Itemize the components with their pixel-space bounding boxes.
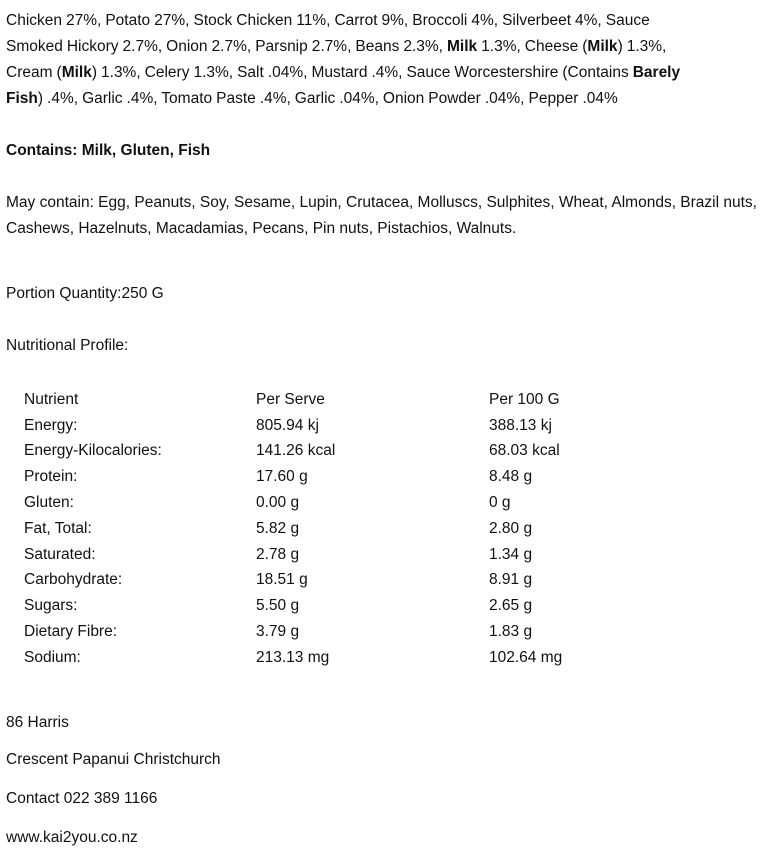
per-100g-value: 1.34 g [489, 545, 533, 563]
address-line-1: 86 Harris [6, 713, 69, 731]
nutrition-row [24, 619, 689, 645]
nutrition-row [24, 439, 689, 465]
per-serve-value: 5.50 g [256, 597, 300, 615]
may-contain-statement: May contain: Egg, Peanuts, Soy, Sesame, Lupin, Crutacea, Molluscs, Sulphites, Wheat, Almonds, Brazil nuts, Cashews, Hazelnuts, Macadamias, Pecans, Pin nuts, Pistachios, Walnuts. [6, 194, 757, 237]
per-100g-value: 8.48 g [489, 468, 533, 486]
nutrient-name: Fat, Total: [24, 519, 92, 537]
ingredients-text: ) .4%, Garlic .4%, Tomato Paste .4%, Garlic .04%, Onion Powder .04%, Pepper .04% [37, 90, 618, 107]
allergen-barely: Barely [632, 64, 681, 81]
ingredients-text: ) 1.3%, Celery 1.3%, Salt .04%, Mustard .4%, Sauce Worcestershire (Contains [91, 64, 633, 81]
nutrient-name: Energy: [24, 416, 78, 434]
per-serve-value: 17.60 g [256, 468, 308, 486]
nutrient-name: Energy-Kilocalories: [24, 442, 162, 460]
nutrition-header-row [24, 387, 689, 413]
nutrient-name: Saturated: [24, 545, 96, 563]
per-serve-value: 213.13 mg [256, 648, 330, 666]
contains-statement: Contains: Milk, Gluten, Fish [6, 142, 211, 159]
nutrition-row [24, 490, 689, 516]
ingredients-text: 1.3%, Cheese ( [477, 38, 588, 55]
nutrition-row [24, 645, 689, 671]
label-document [6, 8, 766, 851]
per-serve-value: 18.51 g [256, 571, 308, 589]
nutrient-name: Gluten: [24, 494, 74, 512]
nutrient-name: Dietary Fibre: [24, 623, 118, 641]
per-serve-value: 805.94 kj [256, 416, 319, 434]
nutrition-row [24, 593, 689, 619]
per-100g-value: 1.83 g [489, 623, 533, 641]
allergen-milk: Milk [61, 64, 92, 81]
per-serve-value: 5.82 g [256, 519, 300, 537]
ingredients-text: Smoked Hickory 2.7%, Onion 2.7%, Parsnip 2.7%, Beans 2.3%, [6, 38, 447, 55]
per-100g-value: 102.64 mg [489, 648, 563, 666]
allergen-milk: Milk [447, 38, 478, 55]
portion-quantity: Portion Quantity:250 G [6, 285, 164, 302]
per-serve-value: 3.79 g [256, 623, 300, 641]
per-100g-value: 8.91 g [489, 571, 533, 589]
per-100g-value: 0 g [489, 494, 511, 512]
nutritional-profile-heading: Nutritional Profile: [6, 337, 129, 354]
per-100g-value: 2.65 g [489, 597, 533, 615]
nutrition-row [24, 516, 689, 542]
per-100g-value: 2.80 g [489, 519, 533, 537]
ingredients-text: ) 1.3%, [617, 38, 667, 55]
nutrient-name: Protein: [24, 468, 78, 486]
nutrition-row [24, 542, 689, 568]
per-100g-value: 68.03 kcal [489, 442, 560, 460]
header-per-100g: Per 100 G [489, 390, 560, 408]
ingredients-list [6, 8, 766, 112]
contact-phone: Contact 022 389 1166 [6, 789, 158, 807]
ingredients-line-1: Chicken 27%, Potato 27%, Stock Chicken 11%, Carrot 9%, Broccoli 4%, Silverbeet 4%, Sauce [6, 12, 650, 29]
nutrition-row [24, 464, 689, 490]
nutrition-row [24, 568, 689, 594]
nutrient-name: Sodium: [24, 648, 81, 666]
website-link: www.kai2you.co.nz [6, 828, 138, 846]
per-serve-value: 2.78 g [256, 545, 300, 563]
allergen-fish: Fish [6, 90, 38, 107]
nutrition-table [24, 387, 689, 671]
address-line-2: Crescent Papanui Christchurch [6, 750, 221, 768]
header-per-serve: Per Serve [256, 390, 325, 408]
nutrient-name: Carbohydrate: [24, 571, 123, 589]
per-100g-value: 388.13 kj [489, 416, 552, 434]
per-serve-value: 141.26 kcal [256, 442, 336, 460]
allergen-milk: Milk [587, 38, 618, 55]
header-nutrient: Nutrient [24, 390, 79, 408]
ingredients-text: Cream ( [6, 64, 62, 81]
per-serve-value: 0.00 g [256, 494, 300, 512]
nutrition-row [24, 413, 689, 439]
nutrient-name: Sugars: [24, 597, 78, 615]
